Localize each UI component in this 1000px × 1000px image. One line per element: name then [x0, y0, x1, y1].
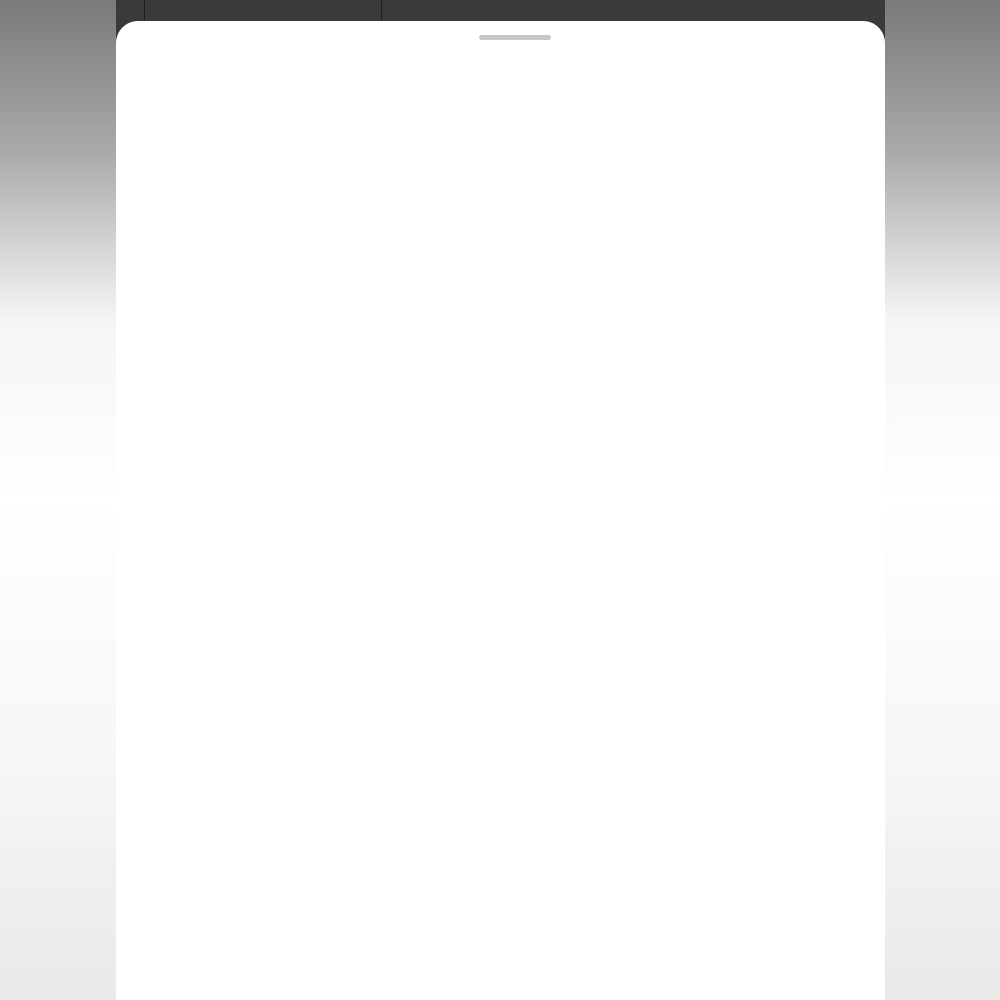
product-details-sheet[interactable]	[116, 21, 885, 1000]
sheet-grabber-handle[interactable]	[479, 35, 551, 40]
